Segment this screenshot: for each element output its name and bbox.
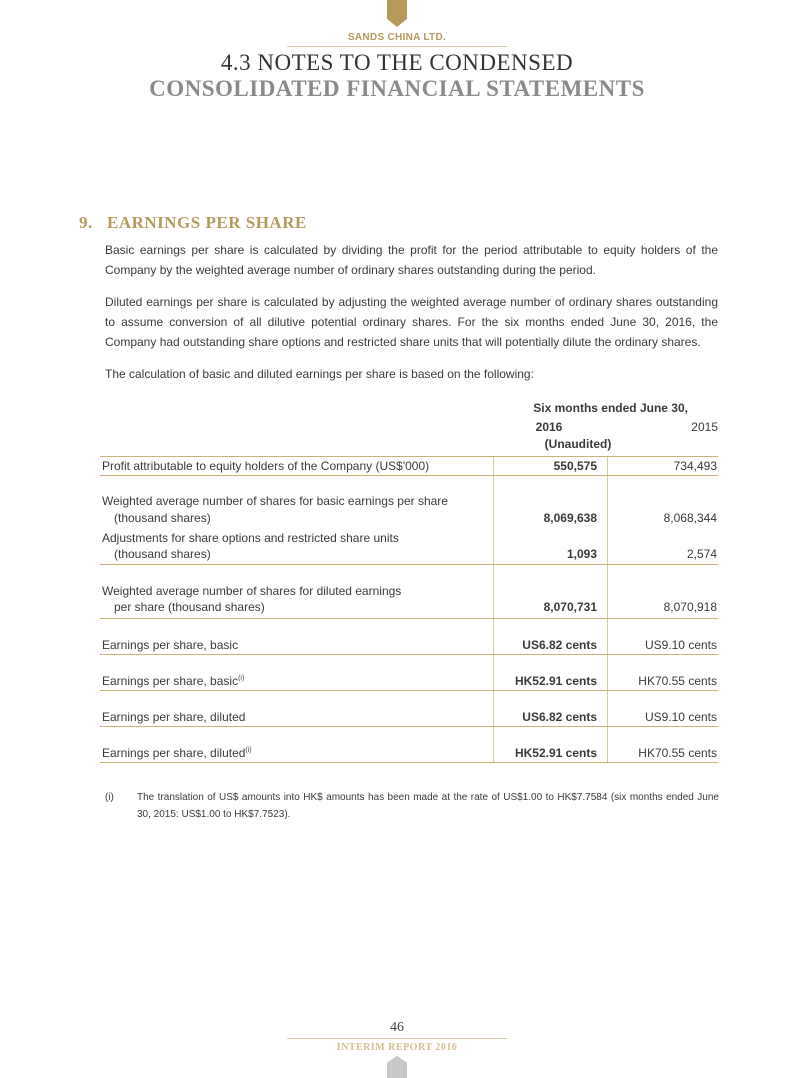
- period-header: Six months ended June 30,: [533, 401, 688, 415]
- table-row: [100, 727, 718, 763]
- value-2016: HK52.91 cents: [514, 746, 597, 760]
- value-2015: US9.10 cents: [644, 710, 717, 724]
- row-label: Earnings per share, basic$^{(i)}$: [102, 674, 245, 688]
- value-2015: 734,493: [673, 459, 717, 473]
- row-label: Weighted average number of shares for basic earnings per share: [102, 494, 448, 508]
- page-subtitle: CONSOLIDATED FINANCIAL STATEMENTS: [149, 76, 645, 101]
- value-2016: 8,069,638: [543, 511, 597, 525]
- page-title: 4.3 NOTES TO THE CONDENSED: [220, 50, 574, 75]
- value-2016: 8,070,731: [543, 600, 597, 614]
- bottom-tab-marker: [387, 1056, 407, 1078]
- footer-divider: [287, 1038, 507, 1039]
- table-row: [100, 655, 718, 691]
- eps-table: [100, 456, 718, 763]
- value-2015: 8,068,344: [663, 511, 717, 525]
- brand-name: SANDS CHINA LTD.: [347, 32, 447, 43]
- value-2015: 8,070,918: [663, 600, 717, 614]
- row-label: Profit attributable to equity holders of the Company (US$'000): [102, 459, 430, 473]
- paragraph: The calculation of basic and diluted earnings per share is based on the following:: [105, 367, 534, 381]
- unaudited-label: (Unaudited): [544, 437, 612, 451]
- value-2016: US6.82 cents: [522, 638, 597, 652]
- table-row-group: [100, 476, 718, 565]
- table-row: [100, 457, 718, 476]
- row-label: (thousand shares): [114, 511, 211, 525]
- footnote-text: The translation of US$ amounts into HK$ amounts has been made at the rate of US$1.00 to HK$7.7584 (six months ended June 30, 2015: US$1.00 to HK$7.7523).: [137, 792, 719, 820]
- col-2015-header: 2015: [691, 420, 718, 434]
- paragraph: Diluted earnings per share is calculated by adjusting the weighted average number of ordinary shares outstanding to assume conversion of all dilutive potential ordinary shares. For the six months ended June 30, 2016, the Company had outstanding share options and restricted share units that will potentially dilute the ordinary shares.: [105, 295, 718, 349]
- value-2016: US6.82 cents: [522, 710, 597, 724]
- value-2015: 2,574: [686, 547, 717, 561]
- table-row: [100, 565, 718, 619]
- row-label: per share (thousand shares): [114, 600, 265, 614]
- value-2016: 550,575: [553, 459, 597, 473]
- col-2016-header: 2016: [535, 420, 563, 434]
- value-2016: HK52.91 cents: [514, 674, 597, 688]
- table-row: [100, 691, 718, 727]
- footnote-marker: (i): [105, 792, 114, 803]
- page-number: 46: [390, 1020, 404, 1035]
- row-label: Adjustments for share options and restricted share units: [102, 531, 399, 545]
- value-2015: HK70.55 cents: [638, 746, 717, 760]
- paragraph: Basic earnings per share is calculated by dividing the profit for the period attributable to equity holders of the Company by the weighted average number of ordinary shares outstanding during the period.: [105, 243, 718, 277]
- report-name: INTERIM REPORT 2016: [336, 1042, 458, 1053]
- top-tab-marker: [387, 0, 407, 27]
- row-label: Earnings per share, basic: [102, 638, 239, 652]
- table-row: [100, 619, 718, 655]
- row-label: (thousand shares): [114, 547, 211, 561]
- row-label: Weighted average number of shares for diluted earnings: [102, 584, 402, 598]
- value-2015: US9.10 cents: [644, 638, 717, 652]
- row-label: Earnings per share, diluted$^{(i)}$: [102, 746, 252, 760]
- header-divider: [287, 46, 507, 47]
- value-2015: HK70.55 cents: [638, 674, 717, 688]
- value-2016: 1,093: [566, 547, 597, 561]
- row-label: Earnings per share, diluted: [102, 710, 246, 724]
- section-title: 9. EARNINGS PER SHARE: [79, 213, 307, 232]
